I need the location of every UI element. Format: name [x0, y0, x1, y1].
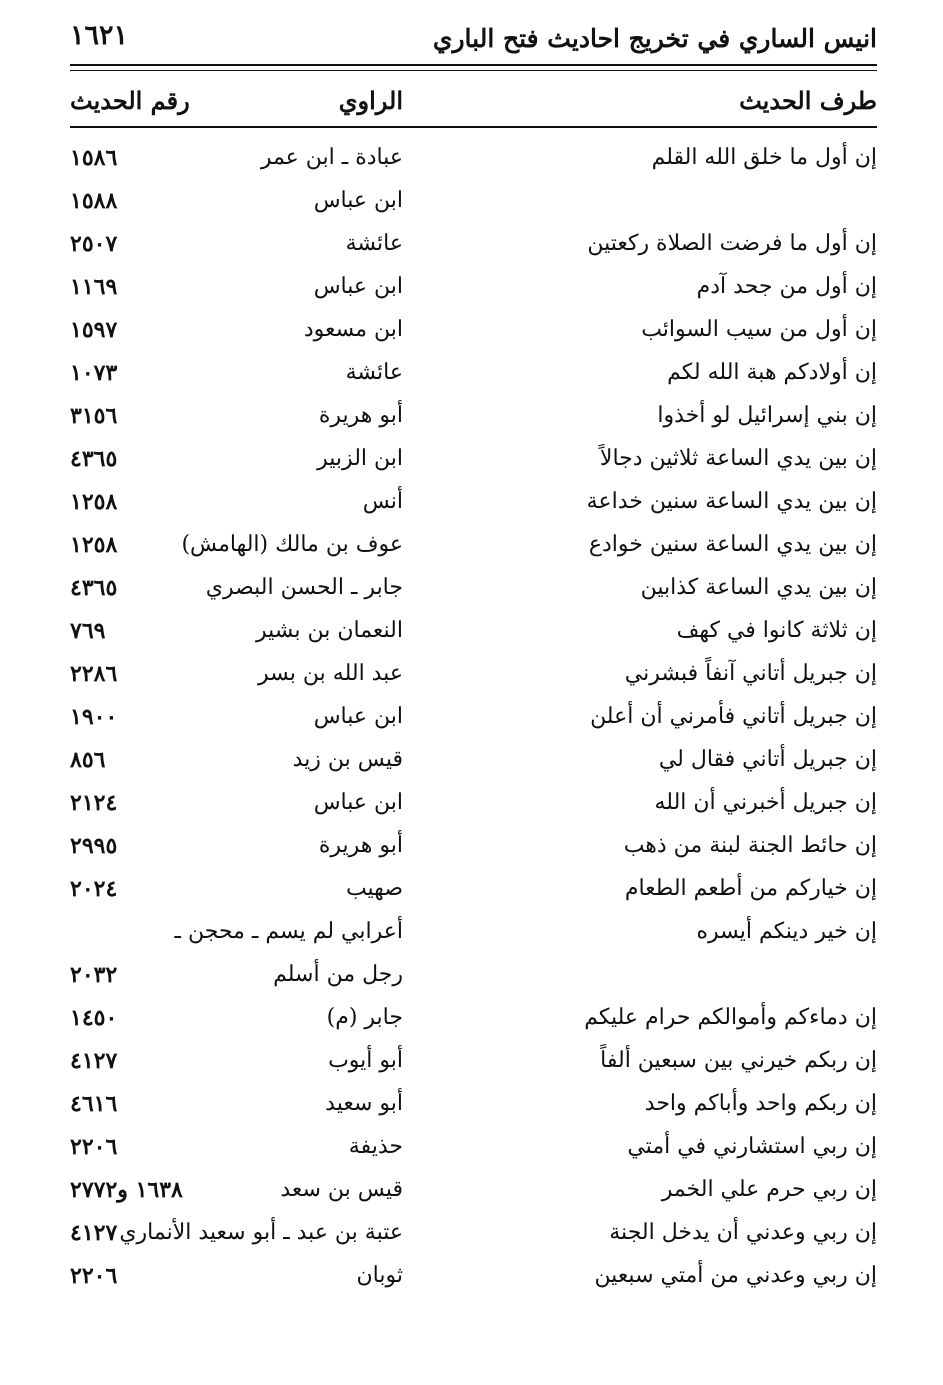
hadith-text: إن أول من سيب السوائب: [641, 317, 877, 342]
hadith-text: إن أولادكم هبة الله لكم: [667, 360, 877, 385]
hadith-number: ٤٦١٦: [70, 1091, 118, 1117]
hadith-text: إن أول من جحد آدم: [696, 274, 877, 299]
hadith-text: إن ربي وعدني أن يدخل الجنة: [609, 1220, 877, 1245]
hadith-text: إن ربي وعدني من أمتي سبعين: [594, 1263, 877, 1288]
narrator: أبو سعيد: [325, 1091, 403, 1116]
table-row: [70, 439, 877, 482]
narrator: ثوبان: [356, 1263, 403, 1288]
hadith-number: ٤١٢٧: [70, 1048, 118, 1074]
table-row: [70, 740, 877, 783]
narrator: ابن عباس: [313, 274, 403, 299]
hadith-number: ٢١٢٤: [70, 790, 118, 816]
table-row: [70, 1213, 877, 1256]
table-row: [70, 525, 877, 568]
hadith-number: ١٥٨٨: [70, 188, 118, 214]
hadith-number: ١٢٥٨: [70, 489, 118, 515]
hadith-number: ١٤٥٠: [70, 1005, 118, 1031]
narrator: ابن مسعود: [303, 317, 403, 342]
table-row: [70, 138, 877, 181]
hadith-number: ١٥٨٦: [70, 145, 118, 171]
table-row: [70, 267, 877, 310]
hadith-number: ٧٦٩: [70, 618, 106, 644]
column-header-rule: [70, 126, 877, 128]
hadith-number: ٢٢٠٦: [70, 1134, 118, 1160]
column-headers: [70, 80, 877, 120]
hadith-text: إن جبريل أتاني آنفاً فبشرني: [624, 661, 877, 686]
table-row: [70, 869, 877, 912]
narrator: صهيب: [345, 876, 403, 901]
hadith-number: ٢٢٨٦: [70, 661, 118, 687]
table-row: [70, 181, 877, 224]
table-row: [70, 912, 877, 955]
hadith-text: إن جبريل أخبرني أن الله: [654, 790, 877, 815]
table-row: [70, 1170, 877, 1213]
narrator: ابن الزبير: [317, 446, 403, 471]
hadith-text: إن ربي حرم علي الخمر: [661, 1177, 877, 1202]
table-row: [70, 1127, 877, 1170]
table-row: [70, 310, 877, 353]
hadith-text: إن بين يدي الساعة سنين خوادع: [588, 532, 877, 557]
table-row: [70, 955, 877, 998]
narrator: رجل من أسلم: [273, 962, 403, 987]
running-header: [70, 18, 877, 58]
narrator: ابن عباس: [313, 704, 403, 729]
hadith-number: ٤٣٦٥: [70, 575, 118, 601]
hadith-number: ٨٥٦: [70, 747, 106, 773]
hadith-number: ٤١٢٧: [70, 1220, 118, 1246]
hadith-number: ٢٥٠٧: [70, 231, 118, 257]
narrator: عبادة ـ ابن عمر: [260, 145, 403, 170]
narrator: أبو هريرة: [318, 403, 403, 428]
hadith-number: ١٢٥٨: [70, 532, 118, 558]
table-row: [70, 353, 877, 396]
narrator: أبو هريرة: [318, 833, 403, 858]
hadith-text: إن أول ما خلق الله القلم: [651, 145, 877, 170]
table-row: [70, 224, 877, 267]
book-title: انيس الساري في تخريج احاديث فتح الباري: [432, 24, 877, 53]
narrator: عائشة: [345, 360, 403, 385]
header-rule: [70, 64, 877, 66]
hadith-text: إن بني إسرائيل لو أخذوا: [657, 403, 877, 428]
hadith-number: ٢٠٣٢: [70, 962, 118, 988]
table-row: [70, 396, 877, 439]
hadith-text: إن دماءكم وأموالكم حرام عليكم: [584, 1005, 877, 1030]
narrator: أبو أيوب: [328, 1048, 403, 1073]
narrator: قيس بن زيد: [292, 747, 403, 772]
hadith-number: ٢٠٢٤: [70, 876, 118, 902]
column-header-raqm: رقم الحديث: [70, 86, 190, 115]
narrator: عتبة بن عبد ـ أبو سعيد الأنماري: [119, 1220, 403, 1245]
hadith-text: إن خير دينكم أيسره: [696, 919, 877, 944]
narrator: عائشة: [345, 231, 403, 256]
hadith-text: إن أول ما فرضت الصلاة ركعتين: [587, 231, 877, 256]
page-number: ١٦٢١: [70, 20, 129, 51]
hadith-number: ١٦٣٨ و٢٧٧٢: [70, 1177, 183, 1203]
table-row: [70, 654, 877, 697]
hadith-text: إن ربي استشارني في أمتي: [627, 1134, 877, 1159]
hadith-number: ٣١٥٦: [70, 403, 118, 429]
table-row: [70, 568, 877, 611]
narrator: قيس بن سعد: [280, 1177, 403, 1202]
narrator: النعمان بن بشير: [255, 618, 403, 643]
hadith-text: إن جبريل أتاني فقال لي: [658, 747, 877, 772]
hadith-text: إن بين يدي الساعة كذابين: [640, 575, 877, 600]
table-row: [70, 826, 877, 869]
hadith-number: ٢٩٩٥: [70, 833, 118, 859]
narrator: ابن عباس: [313, 188, 403, 213]
table-row: [70, 998, 877, 1041]
hadith-text: إن ربكم خيرني بين سبعين ألفاً: [600, 1048, 877, 1073]
hadith-text: إن حائط الجنة لبنة من ذهب: [623, 833, 877, 858]
narrator: حذيفة: [348, 1134, 403, 1159]
table-row: [70, 1041, 877, 1084]
column-header-rawi: الراوي: [338, 86, 403, 115]
hadith-number: ١١٦٩: [70, 274, 118, 300]
hadith-number: ١٩٠٠: [70, 704, 118, 730]
hadith-index-table: [70, 138, 877, 1299]
header-rule-thin: [70, 70, 877, 71]
narrator: جابر (م): [326, 1005, 403, 1030]
narrator: عبد الله بن بسر: [258, 661, 403, 686]
hadith-text: إن خياركم من أطعم الطعام: [624, 876, 877, 901]
table-row: [70, 611, 877, 654]
hadith-text: إن بين يدي الساعة ثلاثين دجالاً: [599, 446, 877, 471]
table-row: [70, 1084, 877, 1127]
narrator: جابر ـ الحسن البصري: [205, 575, 403, 600]
narrator: أعرابي لم يسم ـ محجن ـ: [174, 919, 403, 944]
hadith-number: ١٥٩٧: [70, 317, 118, 343]
narrator: ابن عباس: [313, 790, 403, 815]
hadith-number: ١٠٧٣: [70, 360, 118, 386]
hadith-text: إن ربكم واحد وأباكم واحد: [644, 1091, 877, 1116]
table-row: [70, 697, 877, 740]
hadith-text: إن بين يدي الساعة سنين خداعة: [586, 489, 877, 514]
table-row: [70, 1256, 877, 1299]
hadith-text: إن جبريل أتاني فأمرني أن أعلن: [590, 704, 877, 729]
table-row: [70, 482, 877, 525]
column-header-tarf: طرف الحديث: [739, 86, 877, 115]
table-row: [70, 783, 877, 826]
narrator: عوف بن مالك (الهامش): [181, 532, 403, 557]
hadith-number: ٢٢٠٦: [70, 1263, 118, 1289]
hadith-text: إن ثلاثة كانوا في كهف: [676, 618, 877, 643]
narrator: أنس: [362, 489, 403, 514]
hadith-number: ٤٣٦٥: [70, 446, 118, 472]
